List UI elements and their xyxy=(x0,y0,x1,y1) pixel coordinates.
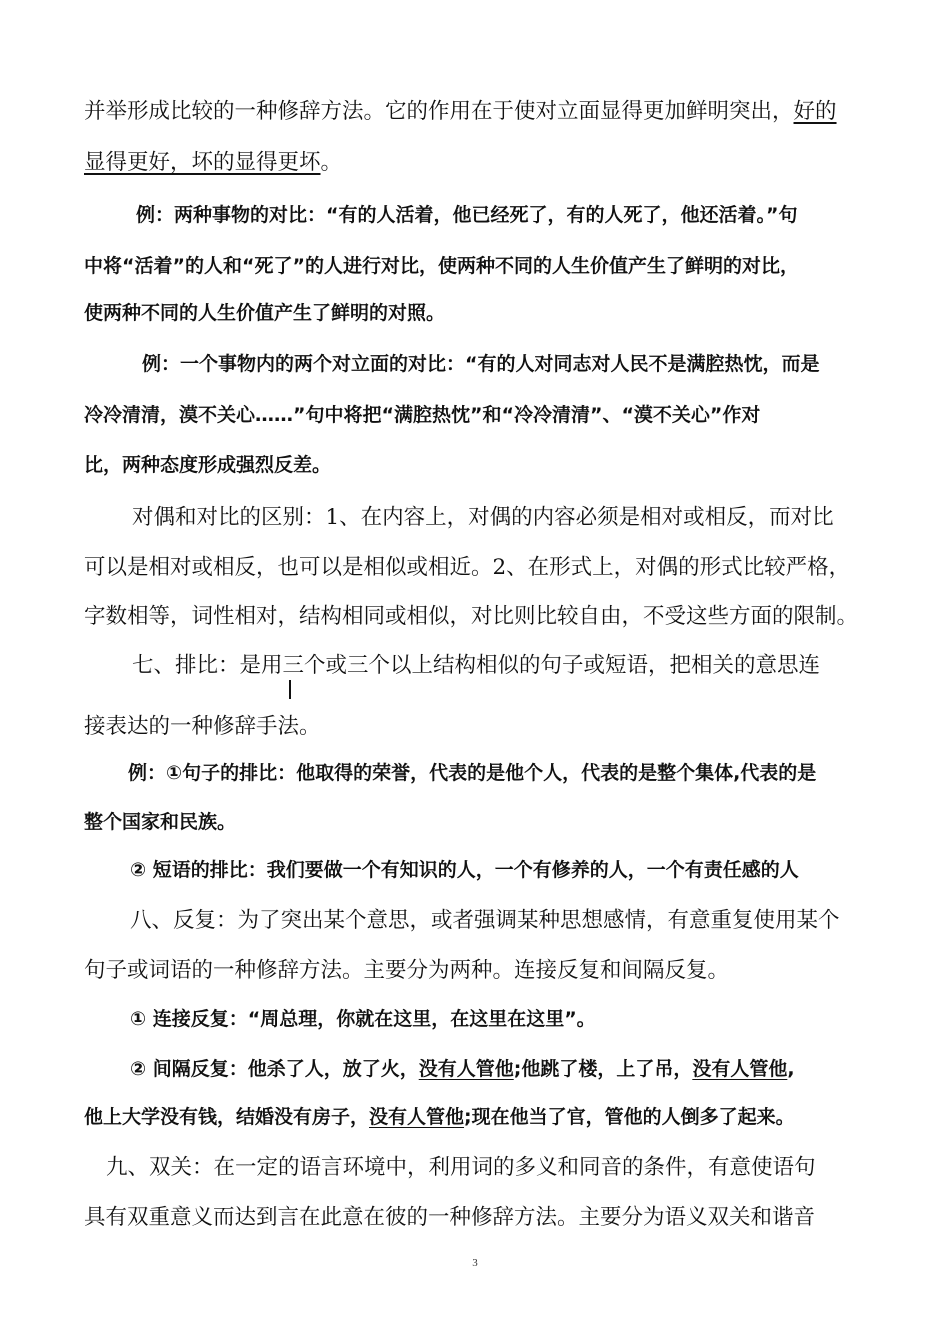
page-number: 3 xyxy=(472,1257,478,1269)
text-line: 例：①句子的排比：他取得的荣誉，代表的是他个人，代表的是整个集体,代表的是 xyxy=(128,762,817,784)
text-line: 七、排比：是用三个或三个以上结构相似的句子或短语，把相关的意思连 xyxy=(132,653,821,678)
underlined-text: 显得更好，坏的显得更坏 xyxy=(84,150,321,175)
text-cursor xyxy=(289,680,291,699)
text-line: 整个国家和民族。 xyxy=(84,811,237,833)
text-line: 例：一个事物内的两个对立面的对比：“有的人对同志对人民不是满腔热忱，而是 xyxy=(142,353,820,375)
text-line: 九、双关：在一定的语言环境中，利用词的多义和同音的条件，有意使语句 xyxy=(106,1155,816,1180)
text-line: 八、反复：为了突出某个意思，或者强调某种思想感情，有意重复使用某个 xyxy=(130,908,840,933)
underlined-text: 没有人管他 xyxy=(369,1106,465,1128)
text-line: 并举形成比较的一种修辞方法。它的作用在于使对立面显得更加鲜明突出，好的 xyxy=(84,99,837,124)
text-line: 字数相等，词性相对，结构相同或相似，对比则比较自由，不受这些方面的限制。 xyxy=(84,604,859,629)
text-line: 比，两种态度形成强烈反差。 xyxy=(84,454,332,476)
text-line: 例：两种事物的对比：“有的人活着，他已经死了，有的人死了，他还活着。”句 xyxy=(136,204,798,226)
text-line: 中将“活着”的人和“死了”的人进行对比，使两种不同的人生价值产生了鲜明的对比， xyxy=(84,255,799,277)
text-line: ② 间隔反复：他杀了人，放了火，没有人管他;他跳了楼，上了吊，没有人管他, xyxy=(130,1058,795,1080)
text-line: 对偶和对比的区别：1、在内容上，对偶的内容必须是相对或相反，而对比 xyxy=(132,505,834,530)
underlined-text: 好的 xyxy=(793,99,837,124)
text-line: 句子或词语的一种修辞方法。主要分为两种。连接反复和间隔反复。 xyxy=(84,958,730,983)
text-line: ② 短语的排比：我们要做一个有知识的人，一个有修养的人，一个有责任感的人 xyxy=(130,859,799,881)
text-line: 他上大学没有钱，结婚没有房子，没有人管他;现在他当了官，管他的人倒多了起来。 xyxy=(84,1106,795,1128)
text-line: 可以是相对或相反，也可以是相似或相近。2、在形式上，对偶的形式比较严格， xyxy=(84,555,851,580)
text-line: 显得更好，坏的显得更坏。 xyxy=(84,150,343,175)
text-line: 冷冷清清，漠不关心……”句中将把“满腔热忱”和“冷冷清清”、“漠不关心”作对 xyxy=(84,404,761,426)
text-line: 使两种不同的人生价值产生了鲜明的对照。 xyxy=(84,302,446,324)
underlined-text: 没有人管他 xyxy=(692,1058,788,1080)
text-line: 具有双重意义而达到言在此意在彼的一种修辞方法。主要分为语义双关和谐音 xyxy=(84,1205,816,1230)
text-line: 接表达的一种修辞手法。 xyxy=(84,714,321,739)
underlined-text: 没有人管他 xyxy=(418,1058,514,1080)
text-line: ① 连接反复：“周总理，你就在这里，在这里在这里”。 xyxy=(130,1008,596,1030)
